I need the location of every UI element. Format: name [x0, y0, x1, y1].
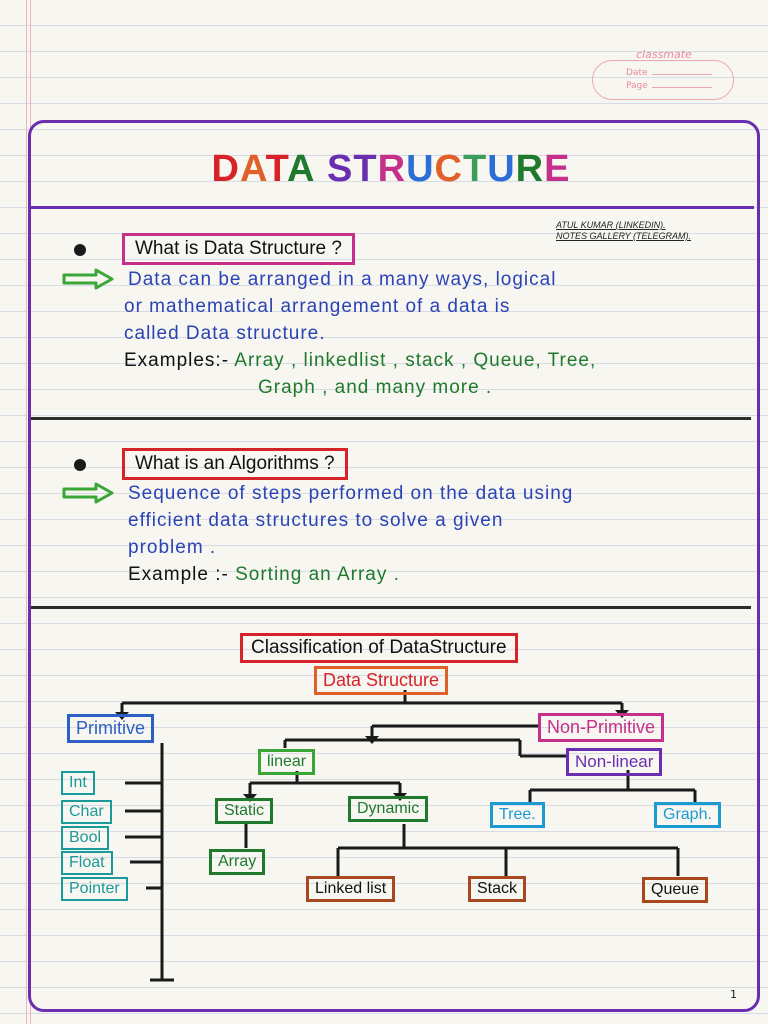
credit-line-1: ATUL KUMAR (LINKEDIN). — [556, 220, 666, 230]
node-int: Int — [61, 771, 95, 795]
diagram-heading: Classification of DataStructure — [240, 633, 518, 663]
definition-line: called Data structure. — [124, 323, 326, 344]
node-array: Array — [209, 849, 265, 875]
date-label: Date — [626, 68, 648, 78]
question-box: What is Data Structure ? — [122, 233, 355, 265]
node-dynamic: Dynamic — [348, 796, 428, 822]
node-float: Float — [61, 851, 113, 875]
examples-value: Graph , and many more . — [258, 377, 493, 398]
title-letter: U — [487, 148, 516, 190]
node-static: Static — [215, 798, 273, 824]
node-pointer: Pointer — [61, 877, 128, 901]
title-letter: R — [515, 148, 545, 190]
definition-line: Data can be arranged in a many ways, logical — [128, 269, 557, 290]
page-number: 1 — [730, 988, 737, 1001]
example-label: Example :- — [128, 564, 229, 585]
node-bool: Bool — [61, 826, 109, 850]
page-label: Page — [626, 81, 648, 91]
title-letter: T — [265, 148, 288, 190]
node-linear: linear — [258, 749, 315, 775]
node-tree: Tree. — [490, 802, 545, 828]
definition-line: efficient data structures to solve a given — [128, 510, 504, 531]
examples-label: Examples:- — [124, 350, 230, 371]
title-letter: C — [434, 148, 463, 190]
title-letter: U — [406, 148, 435, 190]
title-letter: T — [462, 148, 488, 190]
title-letter: E — [544, 148, 571, 190]
node-non-linear: Non-linear — [566, 748, 662, 776]
node-graph: Graph. — [654, 802, 721, 828]
examples-value: Array , linkedlist , stack , Queue, Tree, — [234, 350, 597, 371]
title-letter: R — [377, 148, 407, 190]
title-letter: S — [327, 148, 354, 190]
definition-line: or mathematical arrangement of a data is — [124, 296, 511, 317]
brand-logo: classmate — [636, 48, 692, 61]
node-queue: Queue — [642, 877, 708, 903]
node-primitive: Primitive — [67, 714, 154, 743]
title-letter: A — [239, 148, 266, 190]
credit-line-2: NOTES GALLERY (TELEGRAM). — [556, 231, 692, 241]
title-letter: A — [287, 148, 316, 190]
definition-line: Sequence of steps performed on the data using — [128, 483, 574, 504]
node-non-primitive: Non-Primitive — [538, 713, 664, 742]
node-linked-list: Linked list — [306, 876, 395, 902]
example-value: Sorting an Array . — [235, 564, 400, 585]
title-letter: T — [353, 148, 378, 190]
node-char: Char — [61, 800, 112, 824]
title-letter: D — [211, 148, 240, 190]
definition-line: problem . — [128, 537, 217, 558]
node-data-structure: Data Structure — [314, 666, 448, 695]
question-box: What is an Algorithms ? — [122, 448, 348, 480]
node-stack: Stack — [468, 876, 526, 902]
